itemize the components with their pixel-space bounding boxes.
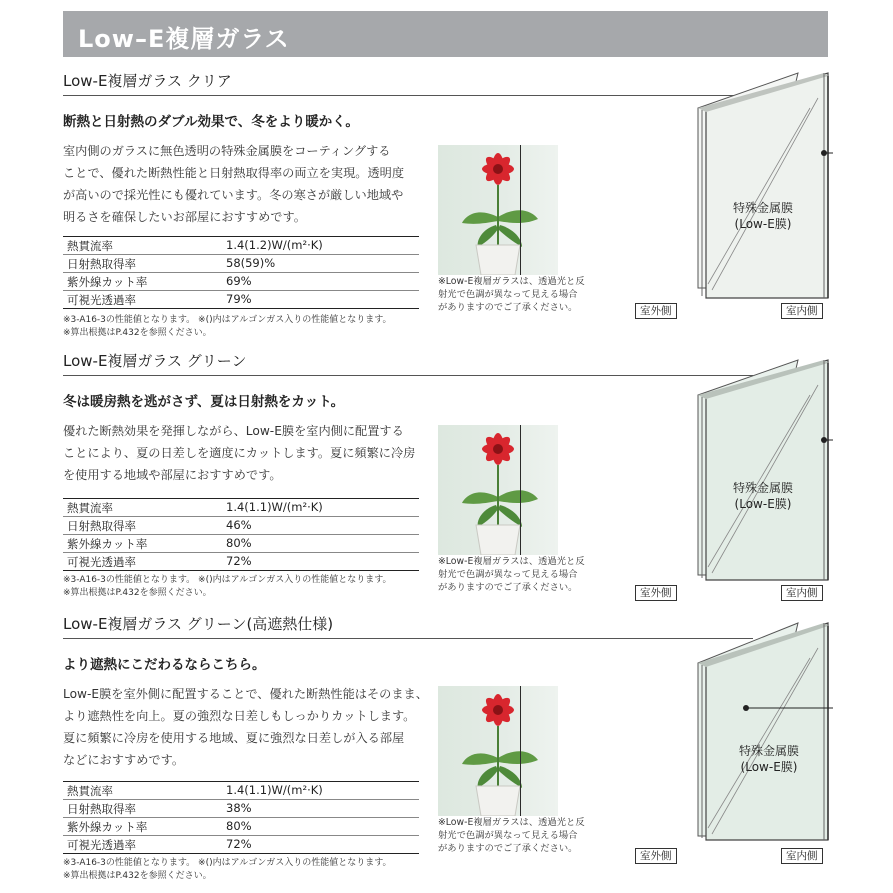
note-line: ※Low-E複層ガラスは、透過光と反 [438, 276, 585, 287]
spec-value: 69% [226, 274, 252, 288]
outdoor-tag: 室外側 [635, 303, 677, 319]
spec-row [63, 517, 419, 535]
section-headline: より遮熱にこだわるならこちら。 [63, 657, 266, 673]
section-description [63, 420, 431, 486]
note-line: がありますのでご了承ください。 [438, 843, 578, 854]
spec-notes [63, 314, 433, 340]
film-label-line: (Low-E膜) [734, 217, 792, 231]
flower-pot-image [438, 145, 558, 275]
flower-pot-image [438, 425, 558, 555]
section-green-high-shield [63, 613, 833, 893]
note-line: がありますのでご了承ください。 [438, 582, 578, 593]
description-line: ことにより、夏の日差しを適度にカットします。夏に頻繁に冷房 [63, 446, 416, 460]
spec-key: 紫外線カット率 [67, 275, 148, 289]
spec-value: 72% [226, 554, 252, 568]
section-title: Low-E複層ガラス グリーン(高遮熱仕様) [63, 615, 334, 633]
spec-key: 可視光透過率 [67, 838, 136, 852]
spec-value: 38% [226, 801, 252, 815]
description-line: Low-E膜を室外側に配置することで、優れた断熱性能はそのまま、 [63, 687, 428, 701]
note-line: ※算出根拠はP.432を参照ください。 [63, 328, 212, 338]
description-line: ことで、優れた断熱性能と日射熱取得率の両立を実現。透明度 [63, 166, 405, 180]
spec-value: 1.4(1.1)W/(m²·K) [226, 500, 323, 514]
note-line: ※3-A16-3の性能値となります。 ※()内はアルゴンガス入りの性能値となります。 [63, 858, 392, 868]
note-line: ※Low-E複層ガラスは、透過光と反 [438, 556, 585, 567]
spec-row [63, 291, 419, 309]
description-line: が高いので採光性にも優れています。冬の寒さが厳しい地域や [63, 188, 404, 202]
spec-key: 紫外線カット率 [67, 537, 148, 551]
spec-table [63, 781, 419, 854]
outdoor-tag: 室外側 [635, 848, 677, 864]
spec-value: 80% [226, 819, 252, 833]
spec-key: 熱貫流率 [67, 784, 113, 798]
spec-key: 紫外線カット率 [67, 820, 148, 834]
flower-photo [438, 145, 558, 275]
film-label [733, 200, 793, 232]
note-line: ※3-A16-3の性能値となります。 ※()内はアルゴンガス入りの性能値となります。 [63, 315, 392, 325]
note-line: 射光で色調が異なって見える場合 [438, 569, 578, 580]
spec-row [63, 273, 419, 291]
section-title: Low-E複層ガラス グリーン [63, 352, 247, 370]
indoor-tag: 室内側 [781, 303, 823, 319]
film-label [739, 743, 799, 775]
spec-row [63, 255, 419, 273]
spec-row [63, 499, 419, 517]
note-line: 射光で色調が異なって見える場合 [438, 289, 578, 300]
spec-row [63, 535, 419, 553]
spec-value: 58(59)% [226, 256, 276, 270]
note-line: ※Low-E複層ガラスは、透過光と反 [438, 817, 585, 828]
spec-value: 46% [226, 518, 252, 532]
section-clear [63, 70, 833, 350]
spec-row [63, 553, 419, 571]
note-line: がありますのでご了承ください。 [438, 302, 578, 313]
film-label-line: 特殊金属膜 [739, 744, 800, 758]
description-line: 優れた断熱効果を発揮しながら、Low-E膜を室内側に配置する [63, 424, 404, 438]
section-description [63, 140, 431, 228]
comparison-divider [520, 145, 521, 275]
spec-key: 日射熱取得率 [67, 802, 136, 816]
spec-row [63, 800, 419, 818]
double-glazing-illustration [628, 618, 833, 853]
spec-key: 日射熱取得率 [67, 257, 136, 271]
film-label-line: (Low-E膜) [740, 760, 798, 774]
spec-value: 80% [226, 536, 252, 550]
spec-notes [63, 857, 433, 883]
page-title: Low–E複層ガラス [78, 25, 290, 53]
spec-notes [63, 574, 433, 600]
page-banner [63, 11, 828, 57]
section-headline: 断熱と日射熱のダブル効果で、冬をより暖かく。 [63, 114, 359, 130]
description-line: 明るさを確保したいお部屋におすすめです。 [63, 210, 306, 224]
glass-diagram [628, 355, 833, 600]
film-label-line: 特殊金属膜 [733, 481, 794, 495]
spec-key: 熱貫流率 [67, 239, 113, 253]
spec-key: 可視光透過率 [67, 555, 136, 569]
spec-value: 1.4(1.1)W/(m²·K) [226, 783, 323, 797]
spec-row [63, 782, 419, 800]
note-line: ※算出根拠はP.432を参照ください。 [63, 871, 212, 881]
section-description [63, 683, 431, 771]
film-label [733, 480, 793, 512]
flower-photo [438, 425, 558, 555]
spec-row [63, 836, 419, 854]
comparison-divider [520, 425, 521, 555]
photo-note [438, 816, 613, 855]
section-green [63, 350, 833, 630]
section-title: Low-E複層ガラス クリア [63, 72, 232, 90]
spec-value: 1.4(1.2)W/(m²·K) [226, 238, 323, 252]
spec-table [63, 236, 419, 309]
spec-key: 可視光透過率 [67, 293, 136, 307]
note-line: ※3-A16-3の性能値となります。 ※()内はアルゴンガス入りの性能値となります。 [63, 575, 392, 585]
indoor-tag: 室内側 [781, 848, 823, 864]
flower-pot-image [438, 686, 558, 816]
glass-diagram [628, 618, 833, 863]
spec-row [63, 237, 419, 255]
description-line: 夏に頻繁に冷房を使用する地域、夏に強烈な日差しが入る部屋 [63, 731, 405, 745]
note-line: 射光で色調が異なって見える場合 [438, 830, 578, 841]
spec-value: 72% [226, 837, 252, 851]
photo-note [438, 275, 613, 314]
outdoor-tag: 室外側 [635, 585, 677, 601]
description-line: 室内側のガラスに無色透明の特殊金属膜をコーティングする [63, 144, 391, 158]
spec-key: 熱貫流率 [67, 501, 113, 515]
flower-photo [438, 686, 558, 816]
description-line: などにおすすめです。 [63, 753, 185, 767]
double-glazing-illustration [628, 68, 833, 313]
spec-table [63, 498, 419, 571]
double-glazing-illustration [628, 355, 833, 600]
spec-value: 79% [226, 292, 252, 306]
description-line: を使用する地域や部屋におすすめです。 [63, 468, 282, 482]
indoor-tag: 室内側 [781, 585, 823, 601]
description-line: より遮熱性を向上。夏の強烈な日差しもしっかりカットします。 [63, 709, 416, 723]
spec-key: 日射熱取得率 [67, 519, 136, 533]
film-label-line: (Low-E膜) [734, 497, 792, 511]
comparison-divider [520, 686, 521, 816]
film-label-line: 特殊金属膜 [733, 201, 794, 215]
note-line: ※算出根拠はP.432を参照ください。 [63, 588, 212, 598]
glass-diagram [628, 68, 833, 313]
section-headline: 冬は暖房熱を逃がさず、夏は日射熱をカット。 [63, 394, 345, 410]
photo-note [438, 555, 613, 594]
spec-row [63, 818, 419, 836]
